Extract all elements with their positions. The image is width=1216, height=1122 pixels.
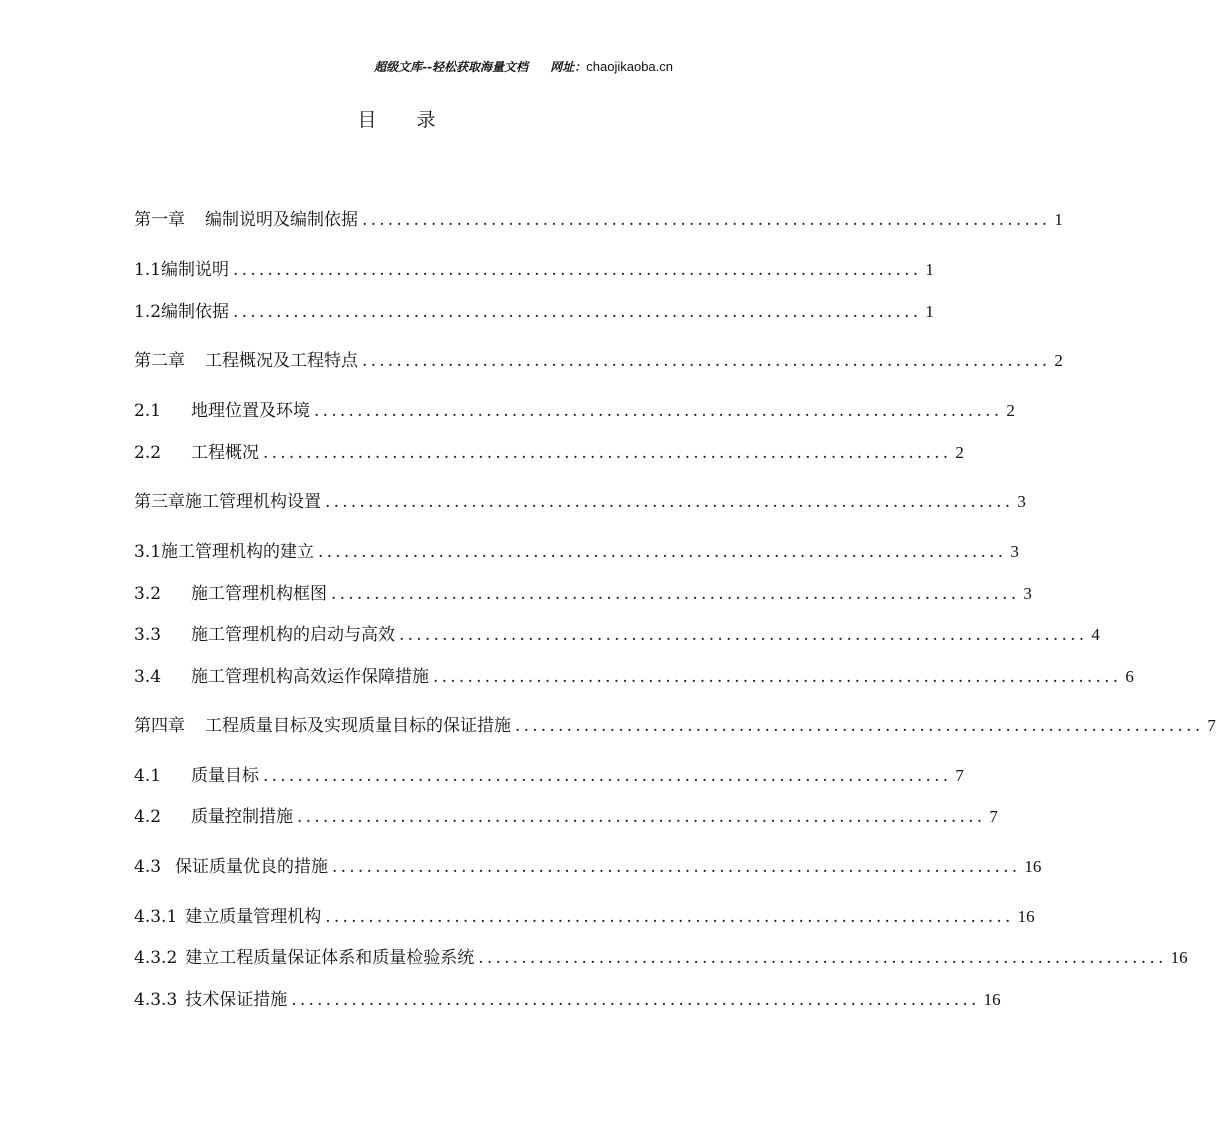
toc-entry-title: 质量目标	[191, 766, 260, 786]
toc-entry[interactable]	[134, 297, 934, 322]
toc-entry-number: 1.1	[134, 260, 162, 280]
toc-entry-page: 1	[1054, 210, 1063, 229]
toc-entry-title: 建立质量管理机构	[185, 907, 322, 927]
toc-entry-title: 地理位置及环境	[191, 401, 311, 421]
toc-entry[interactable]	[134, 205, 1063, 230]
toc-entry-number: 2.2	[134, 443, 162, 463]
toc-dot-leader: ................................................................................	[362, 351, 1051, 371]
toc-dot-leader: ................................................................................	[314, 401, 1003, 421]
toc-entry-page: 7	[1207, 716, 1216, 735]
toc-entry-number: 4.3.1	[134, 907, 178, 927]
toc-entry-page: 3	[1010, 542, 1019, 561]
toc-entry[interactable]	[134, 396, 1015, 421]
toc-dot-leader: ................................................................................	[291, 990, 980, 1010]
toc-entry-page: 2	[1054, 351, 1063, 370]
toc-dot-leader: ................................................................................	[433, 667, 1122, 687]
toc-entry-page: 7	[955, 766, 964, 785]
toc-entry-number: 第二章	[134, 351, 185, 371]
title-left: 目	[357, 109, 377, 131]
toc-entry-number: 第三章	[134, 492, 185, 512]
header-url-label: 网址：	[550, 60, 587, 74]
toc-entry-page: 16	[1024, 857, 1042, 876]
toc-entry[interactable]	[134, 487, 1026, 512]
toc-dot-leader: ................................................................................	[233, 260, 922, 280]
toc-entry-page: 2	[1006, 401, 1015, 420]
toc-entry-page: 16	[1170, 948, 1188, 967]
toc-dot-leader: ................................................................................	[362, 210, 1051, 230]
toc-entry-number: 1.2	[134, 302, 162, 322]
toc-entry[interactable]	[134, 902, 1035, 927]
toc-entry-number: 4.3.2	[134, 948, 178, 968]
toc-entry-title: 编制说明	[161, 260, 230, 280]
toc-dot-leader: ................................................................................	[478, 948, 1167, 968]
toc-entry-page: 6	[1125, 667, 1134, 686]
toc-entry-number: 2.1	[134, 401, 162, 421]
toc-entry[interactable]	[134, 579, 1032, 604]
toc-dot-leader: ................................................................................	[331, 584, 1020, 604]
toc-entry-number: 3.3	[134, 625, 162, 645]
toc-dot-leader: ................................................................................	[325, 907, 1014, 927]
toc-dot-leader: ................................................................................	[332, 857, 1021, 877]
title-right: 录	[416, 109, 436, 131]
toc-dot-leader: ................................................................................	[263, 443, 952, 463]
toc-entry-number: 第一章	[134, 210, 185, 230]
toc-entry-page: 1	[925, 260, 934, 279]
toc-entry-title: 质量控制措施	[191, 807, 294, 827]
toc-entry[interactable]	[134, 852, 1042, 877]
toc-entry-page: 7	[989, 807, 998, 826]
toc-entry-number: 3.4	[134, 667, 162, 687]
toc-entry[interactable]	[134, 985, 1001, 1010]
toc-dot-leader: ................................................................................	[297, 807, 986, 827]
toc-entry-title: 建立工程质量保证体系和质量检验系统	[185, 948, 475, 968]
toc-entry-number: 3.2	[134, 584, 162, 604]
header-url[interactable]: chaojikaoba.cn	[586, 59, 673, 74]
toc-entry[interactable]	[134, 802, 998, 827]
toc-entry-title: 编制依据	[161, 302, 230, 322]
toc-entry-number: 4.3	[134, 857, 162, 877]
toc-entry[interactable]	[134, 620, 1100, 645]
toc-entry-title: 编制说明及编制依据	[205, 210, 358, 230]
toc-dot-leader: ................................................................................	[399, 625, 1088, 645]
toc-entry-number: 第四章	[134, 716, 185, 736]
toc-dot-leader: ................................................................................	[263, 766, 952, 786]
toc-entry-page: 16	[1017, 907, 1035, 926]
toc-entry-number: 4.1	[134, 766, 162, 786]
toc-entry-page: 3	[1023, 584, 1032, 603]
toc-entry-title: 工程质量目标及实现质量目标的保证措施	[205, 716, 511, 736]
page-title	[0, 105, 793, 132]
toc-entry-number: 4.3.3	[134, 990, 178, 1010]
toc-dot-leader: ................................................................................	[515, 716, 1204, 736]
toc-entry-title: 施工管理机构的启动与高效	[191, 625, 396, 645]
toc-entry-page: 3	[1017, 492, 1026, 511]
toc-entry[interactable]	[134, 438, 964, 463]
toc-entry[interactable]	[134, 761, 964, 786]
toc-entry-title: 施工管理机构的建立	[161, 542, 315, 562]
toc-entry-title: 施工管理机构框图	[191, 584, 328, 604]
toc-dot-leader: ................................................................................	[233, 302, 922, 322]
toc-entry-title: 工程概况	[191, 443, 260, 463]
toc-entry[interactable]	[134, 943, 1188, 968]
page-header	[374, 58, 673, 75]
toc-entry-title: 施工管理机构高效运作保障措施	[191, 667, 430, 687]
toc-entry[interactable]	[134, 255, 934, 280]
toc-entry-number: 4.2	[134, 807, 162, 827]
toc-dot-leader: ................................................................................	[325, 492, 1014, 512]
toc-dot-leader: ................................................................................	[318, 542, 1007, 562]
toc-entry[interactable]	[134, 346, 1063, 371]
toc-entry[interactable]	[134, 662, 1134, 687]
toc-entry-page: 2	[955, 443, 964, 462]
toc-entry-title: 技术保证措施	[185, 990, 288, 1010]
toc-entry-title: 保证质量优良的措施	[175, 857, 329, 877]
toc-entry-title: 工程概况及工程特点	[205, 351, 358, 371]
toc-entry[interactable]	[134, 537, 1019, 562]
toc-entry-title: 施工管理机构设置	[185, 492, 321, 512]
toc-entry[interactable]	[134, 711, 1216, 736]
toc-entry-page: 1	[925, 302, 934, 321]
toc-entry-page: 16	[983, 990, 1001, 1009]
toc-entry-number: 3.1	[134, 542, 162, 562]
header-site-name: 超级文库--轻松获取海量文档	[374, 60, 529, 74]
toc-entry-page: 4	[1091, 625, 1100, 644]
